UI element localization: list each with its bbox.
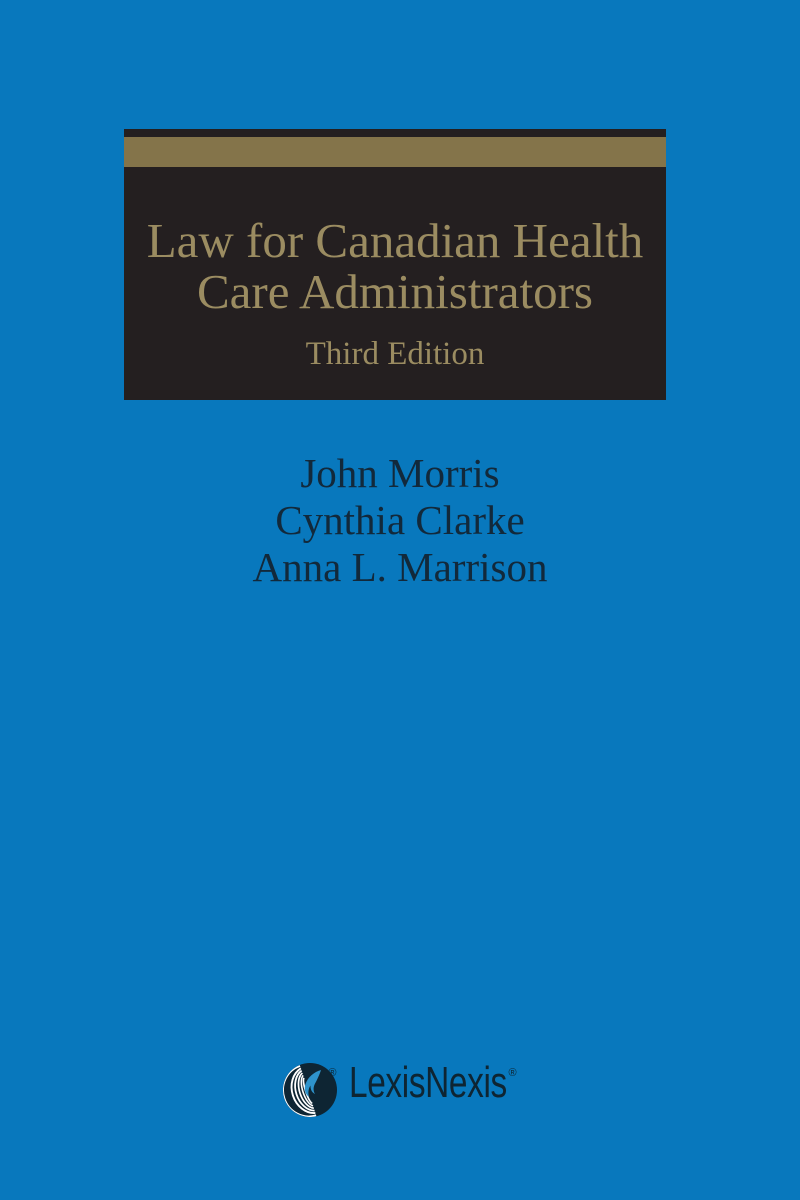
book-title (124, 215, 666, 317)
author-name: John Morris (300, 450, 500, 496)
registered-trademark-wordmark: ® (508, 1067, 517, 1079)
lexisnexis-wordmark-text: LexisNexis (348, 1058, 507, 1107)
author-name: Cynthia Clarke (275, 497, 525, 543)
registered-trademark-globe: ® (328, 1067, 337, 1079)
book-title-line2: Care Administrators (196, 264, 594, 319)
title-panel (124, 129, 666, 400)
edition-label: Third Edition (305, 336, 485, 372)
book-title-line1: Law for Canadian Health (146, 213, 644, 268)
gold-accent-band (124, 137, 666, 167)
author-name: Anna L. Marrison (252, 544, 548, 590)
lexisnexis-logo (0, 1058, 800, 1117)
lexisnexis-wordmark (348, 1058, 507, 1107)
author-list (0, 450, 800, 591)
